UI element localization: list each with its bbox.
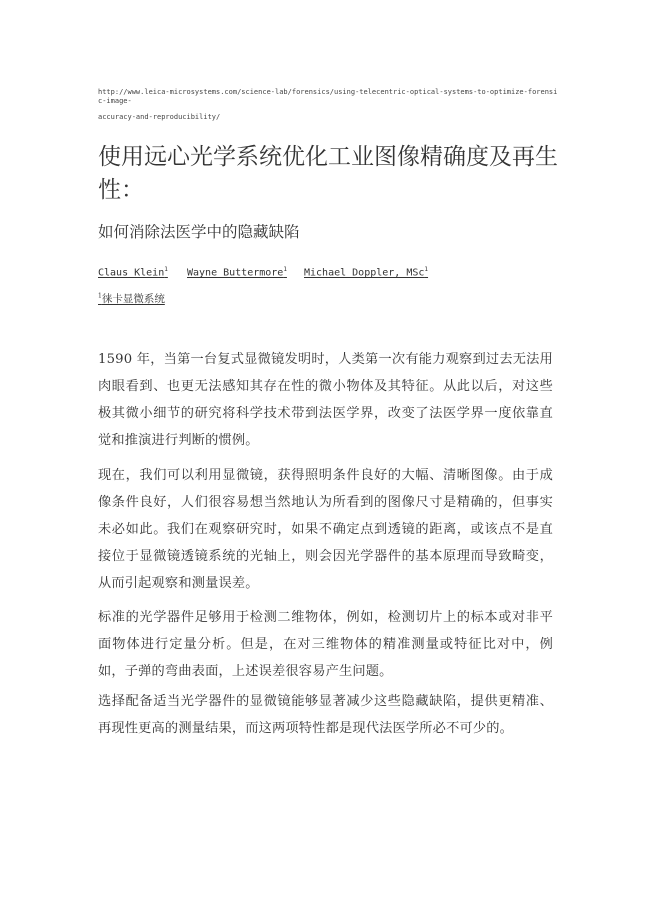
source-url-line-1[interactable]: http://www.leica-microsystems.com/science-lab/forensics/using-telecentric-optical-systems-to-optimize-forensic-image- [98, 88, 558, 105]
affiliation-link[interactable]: $^1$徕卡显微系统 [98, 292, 165, 305]
source-url-line-2[interactable]: accuracy-and-reproducibility/ [98, 113, 221, 121]
author-link-3[interactable]: Michael Doppler, MSc$^1$ [304, 266, 429, 279]
document-subtitle: 如何消除法医学中的隐藏缺陷 [98, 223, 300, 241]
body-paragraph-2: 现在，我们可以利用显微镜，获得照明条件良好的大幅、清晰图像。由于成像条件良好，人们很容易想当然地认为所看到的图像尺寸是精确的，但事实未必如此。我们在观察研究时，如果不确定点到透镜的距离，或该点不是直接位于显微镜透镜系统的光轴上，则会因光学器件的基本原理而导致畸变，从而引起观察和测量误差。 [98, 468, 553, 591]
author-link-2[interactable]: Wayne Buttermore$^1$ [187, 266, 287, 279]
document-title: 使用远心光学系统优化工业图像精确度及再生性： [98, 144, 558, 203]
body-paragraph-1: 1590 年，当第一台复式显微镜发明时，人类第一次有能力观察到过去无法用肉眼看到、也更无法感知其存在性的微小物体及其特征。从此以后，对这些极其微小细节的研究将科学技术带到法医学界，改变了法医学界一度依靠直觉和推演进行判断的惯例。 [98, 352, 553, 448]
author-link-1[interactable]: Claus Klein$^1$ [98, 266, 168, 279]
body-paragraph-3: 标准的光学器件足够用于检测二维物体，例如，检测切片上的标本或对非平面物体进行定量分析。但是，在对三维物体的精准测量或特征比对中，例如，子弹的弯曲表面，上述误差很容易产生问题。 [98, 610, 553, 679]
body-paragraph-4: 选择配备适当光学器件的显微镜能够显著减少这些隐藏缺陷，提供更精准、再现性更高的测量结果，而这两项特性都是现代法医学所必不可少的。 [98, 694, 553, 736]
